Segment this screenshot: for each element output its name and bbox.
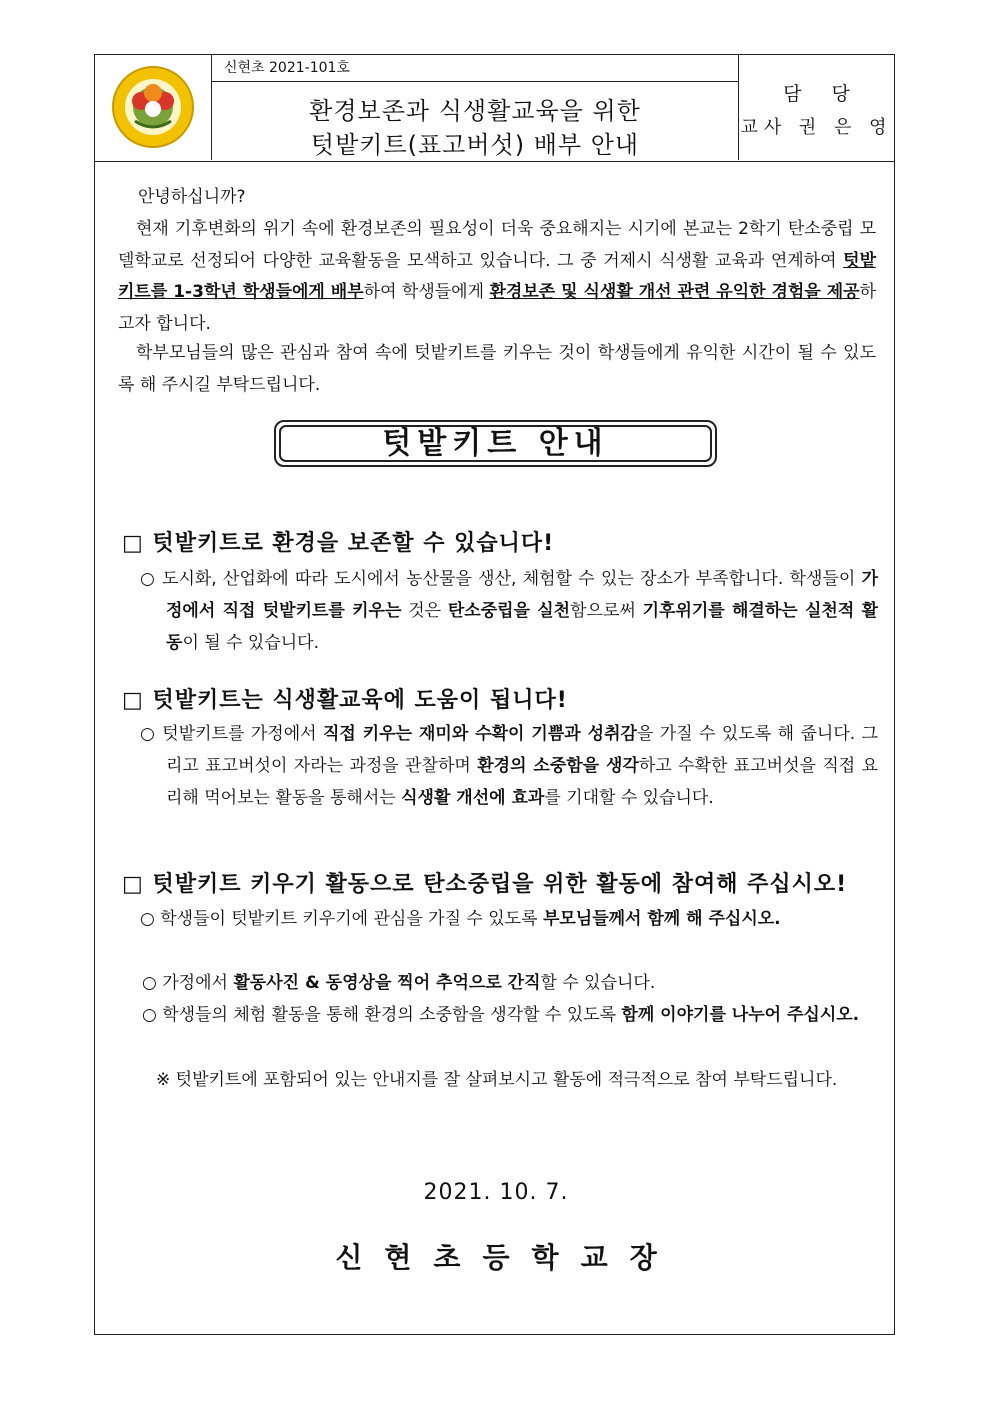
logo-cell xyxy=(95,55,212,160)
bullet-text: 할 수 있습니다. xyxy=(540,973,656,993)
bullet-text: 것은 xyxy=(401,601,448,621)
section-3-note: ※ 텃밭키트에 포함되어 있는 안내지를 잘 살펴보시고 활동에 적극적으로 참여 부탁드립니다. xyxy=(156,1070,838,1090)
intro-highlight-2: 환경보존 및 식생활 개선 관련 유익한 경험을 제공 xyxy=(489,282,860,302)
intro-paragraph-1 xyxy=(118,214,876,340)
guide-banner xyxy=(274,420,717,467)
principal-signature: 신현초등학교장 xyxy=(335,1241,679,1274)
section-heading-2: □ 텃밭키트는 식생활교육에 도움이 됩니다! xyxy=(122,688,568,713)
section-1-bullet xyxy=(140,563,878,659)
intro-text: 현재 기후변화의 위기 속에 환경보존의 필요성이 더욱 중요해지는 시기에 본교는 2학기 탄소중립 모델학교로 선정되어 다양한 교육활동을 모색하고 있습니다. 그 중 거제시 식생활 교육과 연계하여 xyxy=(118,219,876,271)
section-2-bullet xyxy=(140,718,878,814)
document-date: 2021. 10. 7. xyxy=(423,1180,569,1205)
section-3-bullet-1 xyxy=(140,903,878,935)
title-line-2: 텃밭키트(표고버섯) 배부 안내 xyxy=(310,131,640,159)
title-cell xyxy=(212,55,739,160)
title-line-1: 환경보존과 식생활교육을 위한 xyxy=(309,97,641,125)
bullet-text: ○ 텃밭키트를 가정에서 xyxy=(140,724,323,744)
intro-highlight-1: 텃밭키트를 1-3학년 학생들에게 배부 xyxy=(118,250,876,302)
section-3-bullet-3 xyxy=(142,999,878,1031)
bullet-emphasis: 부모님들께서 함께 해 주십시오. xyxy=(542,909,781,929)
bullet-text: 하고 수확한 표고버섯을 직접 요리해 먹어보는 활동을 통해서는 xyxy=(166,756,878,808)
section-heading-1: □ 텃밭키트로 환경을 보존할 수 있습니다! xyxy=(122,531,555,556)
responsible-cell xyxy=(739,55,894,160)
bullet-text: 를 기대할 수 있습니다. xyxy=(544,788,714,808)
bullet-emphasis: 탄소중립을 실천 xyxy=(447,601,571,621)
section-heading-3: □ 텃밭키트 키우기 활동으로 탄소중립을 위한 활동에 참여해 주십시오! xyxy=(122,872,848,897)
bullet-text: 함으로써 xyxy=(570,601,643,621)
document-number: 신현초 2021-101호 xyxy=(212,55,738,82)
bullet-text: 을 가질 수 있도록 해 줍니다. 그리고 표고버섯이 자라는 과정을 관찰하며 xyxy=(166,724,879,776)
section-3-bullet-2 xyxy=(142,967,878,999)
bullet-text: ○ 학생들의 체험 활동을 통해 환경의 소중함을 생각할 수 있도록 xyxy=(142,1005,622,1025)
bullet-emphasis: 함께 이야기를 나누어 주십시오. xyxy=(621,1005,860,1025)
bullet-text: ○ 가정에서 xyxy=(142,973,234,993)
responsible-label: 담 당 xyxy=(783,83,862,105)
intro-text: 하고자 합니다. xyxy=(118,282,876,334)
bullet-emphasis: 활동사진 & 동영상을 찍어 추억으로 간직 xyxy=(233,973,541,993)
bullet-emphasis: 가정에서 직접 텃밭키트를 키우는 xyxy=(166,569,878,621)
header-table xyxy=(95,55,894,162)
greeting: 안녕하십니까? xyxy=(138,187,246,207)
bullet-text: ○ 학생들이 텃밭키트 키우기에 관심을 가질 수 있도록 xyxy=(140,909,543,929)
bullet-emphasis: 환경의 소중함을 생각 xyxy=(477,756,639,776)
bullet-text: 이 될 수 있습니다. xyxy=(182,633,320,653)
bullet-emphasis: 기후위기를 해결하는 실천적 활동 xyxy=(166,601,878,653)
intro-paragraph-2: 학부모님들의 많은 관심과 참여 속에 텃밭키트를 키우는 것이 학생들에게 유익한 시간이 될 수 있도록 해 주시길 부탁드립니다. xyxy=(118,343,876,395)
bullet-emphasis: 식생활 개선에 효과 xyxy=(401,788,545,808)
school-emblem-icon xyxy=(95,55,212,160)
guide-banner-title: 텃밭키트 안내 xyxy=(279,425,712,462)
intro-text: 하여 학생들에게 xyxy=(363,282,490,302)
bullet-emphasis: 직접 키우는 재미와 수확이 기쁨과 성취감 xyxy=(322,724,637,744)
responsible-name: 교사 권 은 영 xyxy=(740,117,893,138)
bullet-text: ○ 도시화, 산업화에 따라 도시에서 농산물을 생산, 체험할 수 있는 장소가 부족합니다. 학생들이 xyxy=(140,569,862,589)
